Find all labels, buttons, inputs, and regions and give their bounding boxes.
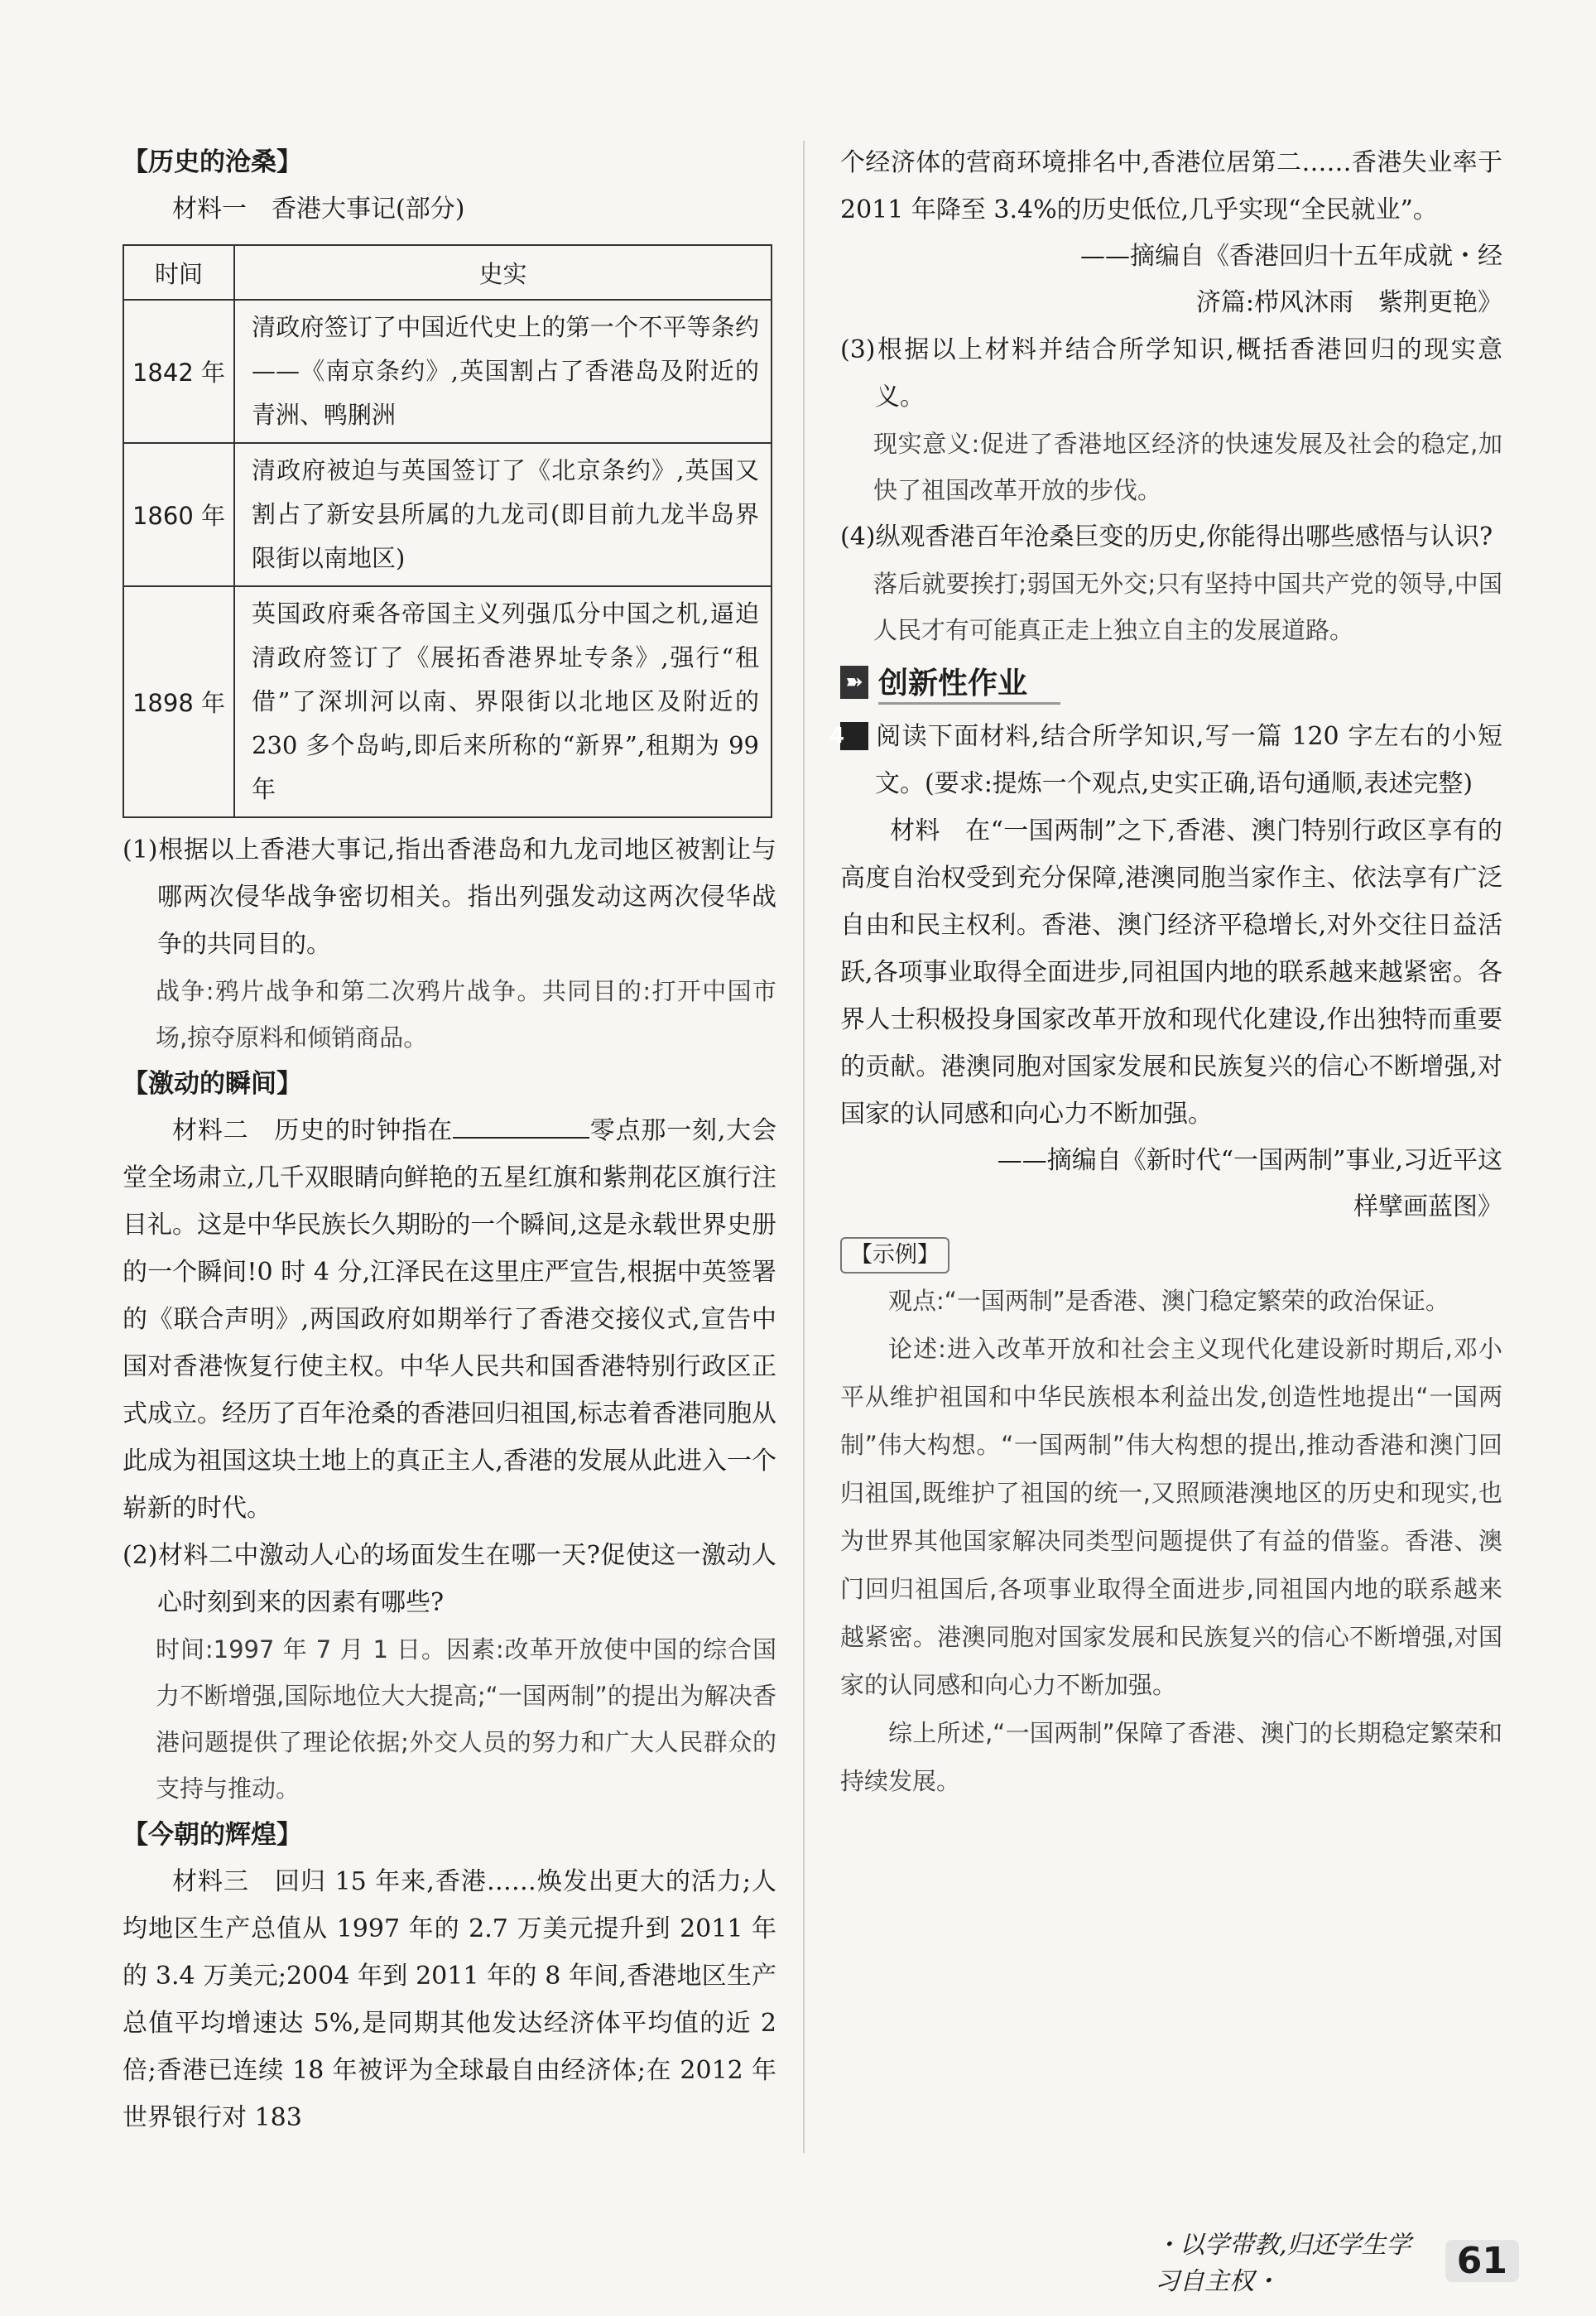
task-source-line1: ——摘编自《新时代“一国两制”事业,习近平这	[997, 1146, 1502, 1175]
material1-title: 材料一 香港大事记(部分)	[172, 195, 465, 224]
question-2: (2)材料二中激动人心的场面发生在哪一天?促使这一激动人心时刻到来的因素有哪些?	[123, 1541, 776, 1617]
material3-text: 材料三 回归 15 年来,香港……焕发出更大的活力;人均地区生产总值从 1997 年的 2.7 万美元提升到 2011 年的 3.4 万美元;2004 年到 2011 年的 8 年间,香港地区生产总值平均增速达 5%,是同期其他发达经济体平均值的近 2 倍;香港已连续 18 年被评为全球最自由经济体;在 2012 年世界银行对 183	[123, 1867, 776, 2132]
right-column	[829, 139, 1502, 1805]
page-footer	[1155, 2231, 1519, 2296]
task-4	[829, 713, 1502, 807]
material2-prefix: 材料二 历史的时钟指在	[172, 1116, 453, 1145]
section-heading-glory: 【今朝的辉煌】	[123, 1820, 302, 1850]
material3-continued: 个经济体的营商环境排名中,香港位居第二……香港失业率于 2011 年降至 3.4%的历史低位,几乎实现“全民就业”。	[840, 148, 1502, 224]
material3-source-line1: ——摘编自《香港回归十五年成就・经	[1080, 242, 1502, 271]
table-row	[123, 300, 772, 443]
table-cell-fact: 英国政府乘各帝国主义列强瓜分中国之机,逼迫清政府签订了《展拓香港界址专条》,强行“租借”了深圳河以南、界限街以北地区及附近的 230 多个岛屿,即后来所称的“新界”,租期为 99 年	[234, 586, 772, 817]
sample-label: 【示例】	[840, 1237, 949, 1274]
sample-conclusion: 综上所述,“一国两制”保障了香港、澳门的长期稳定繁荣和持续发展。	[840, 1719, 1502, 1795]
innovative-homework-header	[840, 660, 1502, 705]
section-heading-moment: 【激动的瞬间】	[123, 1069, 302, 1099]
answer-3: 现实意义:促进了香港地区经济的快速发展及社会的稳定,加快了祖国改革开放的步伐。	[873, 430, 1502, 504]
task-4-text: 阅读下面材料,结合所学知识,写一篇 120 字左右的小短文。(要求:提炼一个观点,史实正确,语句通顺,表述完整)	[875, 722, 1502, 798]
table-cell-year: 1898 年	[123, 586, 234, 817]
answer-2: 时间:1997 年 7 月 1 日。因素:改革开放使中国的综合国力不断增强,国际地位大大提高;“一国两制”的提出为解决香港问题提供了理论依据;外交人员的努力和广大人民群众的支持与推动。	[156, 1635, 776, 1803]
table-header-time: 时间	[123, 245, 234, 300]
task-material: 材料 在“一国两制”之下,香港、澳门特别行政区享有的高度自治权受到充分保障,港澳同胞当家作主、依法享有广泛自由和民主权利。香港、澳门经济平稳增长,对外交往日益活跃,各项事业取得全面进步,同祖国内地的联系越来越紧密。各界人士积极投身国家改革开放和现代化建设,作出独特而重要的贡献。港澳同胞对国家发展和民族复兴的信心不断增强,对国家的认同感和向心力不断加强。	[840, 816, 1502, 1129]
table-cell-year: 1860 年	[123, 443, 234, 586]
table-row	[123, 443, 772, 586]
fill-blank	[453, 1112, 589, 1139]
footer-slogan: ・以学带教,归还学生学习自主权・	[1155, 2231, 1411, 2296]
task-number-badge: 4	[840, 722, 868, 750]
section-heading-history: 【历史的沧桑】	[123, 147, 302, 177]
task-source-line2: 样擘画蓝图》	[1353, 1192, 1502, 1221]
page-number: 61	[1445, 2240, 1519, 2282]
sample-argument: 论述:进入改革开放和社会主义现代化建设新时期后,邓小平从维护祖国和中华民族根本利益出发,创造性地提出“一国两制”伟大构想。“一国两制”伟大构想的提出,推动香港和澳门回归祖国,既维护了祖国的统一,又照顾港澳地区的历史和现实,也为世界其他国家解决同类型问题提供了有益的借鉴。香港、澳门回归祖国后,各项事业取得全面进步,同祖国内地的联系越来越紧密。港澳同胞对国家发展和民族复兴的信心不断增强,对国家的认同感和向心力不断加强。	[840, 1335, 1502, 1699]
question-4: (4)纵观香港百年沧桑巨变的历史,你能得出哪些感悟与认识?	[840, 522, 1493, 551]
table-row	[123, 586, 772, 817]
sample-viewpoint: 观点:“一国两制”是香港、澳门稳定繁荣的政治保证。	[888, 1287, 1449, 1315]
table-header-fact: 史实	[234, 245, 772, 300]
table-cell-year: 1842 年	[123, 300, 234, 443]
question-1: (1)根据以上香港大事记,指出香港岛和九龙司地区被割让与哪两次侵华战争密切相关。指出列强发动这两次侵华战争的共同目的。	[123, 835, 776, 959]
column-divider	[803, 141, 805, 2153]
left-column	[123, 139, 776, 2141]
hongkong-events-table	[123, 244, 772, 818]
table-cell-fact: 清政府签订了中国近代史上的第一个不平等条约——《南京条约》,英国割占了香港岛及附近的青洲、鸭脷洲	[234, 300, 772, 443]
innovative-homework-title: 创新性作业	[878, 660, 1060, 705]
material3-source-line2: 济篇:栉风沐雨 紫荆更艳》	[1195, 288, 1502, 317]
table-cell-fact: 清政府被迫与英国签订了《北京条约》,英国又割占了新安县所属的九龙司(即目前九龙半岛界限街以南地区)	[234, 443, 772, 586]
answer-1: 战争:鸦片战争和第二次鸦片战争。共同目的:打开中国市场,掠夺原料和倾销商品。	[156, 977, 776, 1052]
question-3: (3)根据以上材料并结合所学知识,概括香港回归的现实意义。	[840, 335, 1502, 412]
answer-4: 落后就要挨打;弱国无外交;只有坚持中国共产党的领导,中国人民才有可能真正走上独立自主的发展道路。	[873, 570, 1502, 644]
arrow-icon: ➽	[840, 666, 868, 699]
material2-suffix: 零点那一刻,大会堂全场肃立,几千双眼睛向鲜艳的五星红旗和紫荆花区旗行注目礼。这是中华民族长久期盼的一个瞬间,这是永载世界史册的一个瞬间!0 时 4 分,江泽民在这里庄严宣告,根据中英签署的《联合声明》,两国政府如期举行了香港交接仪式,宣告中国对香港恢复行使主权。中华人民共和国香港特别行政区正式成立。经历了百年沧桑的香港回归祖国,标志着香港同胞从此成为祖国这块土地上的真正主人,香港的发展从此进入一个崭新的时代。	[123, 1116, 776, 1523]
material2-text	[123, 1107, 776, 1532]
